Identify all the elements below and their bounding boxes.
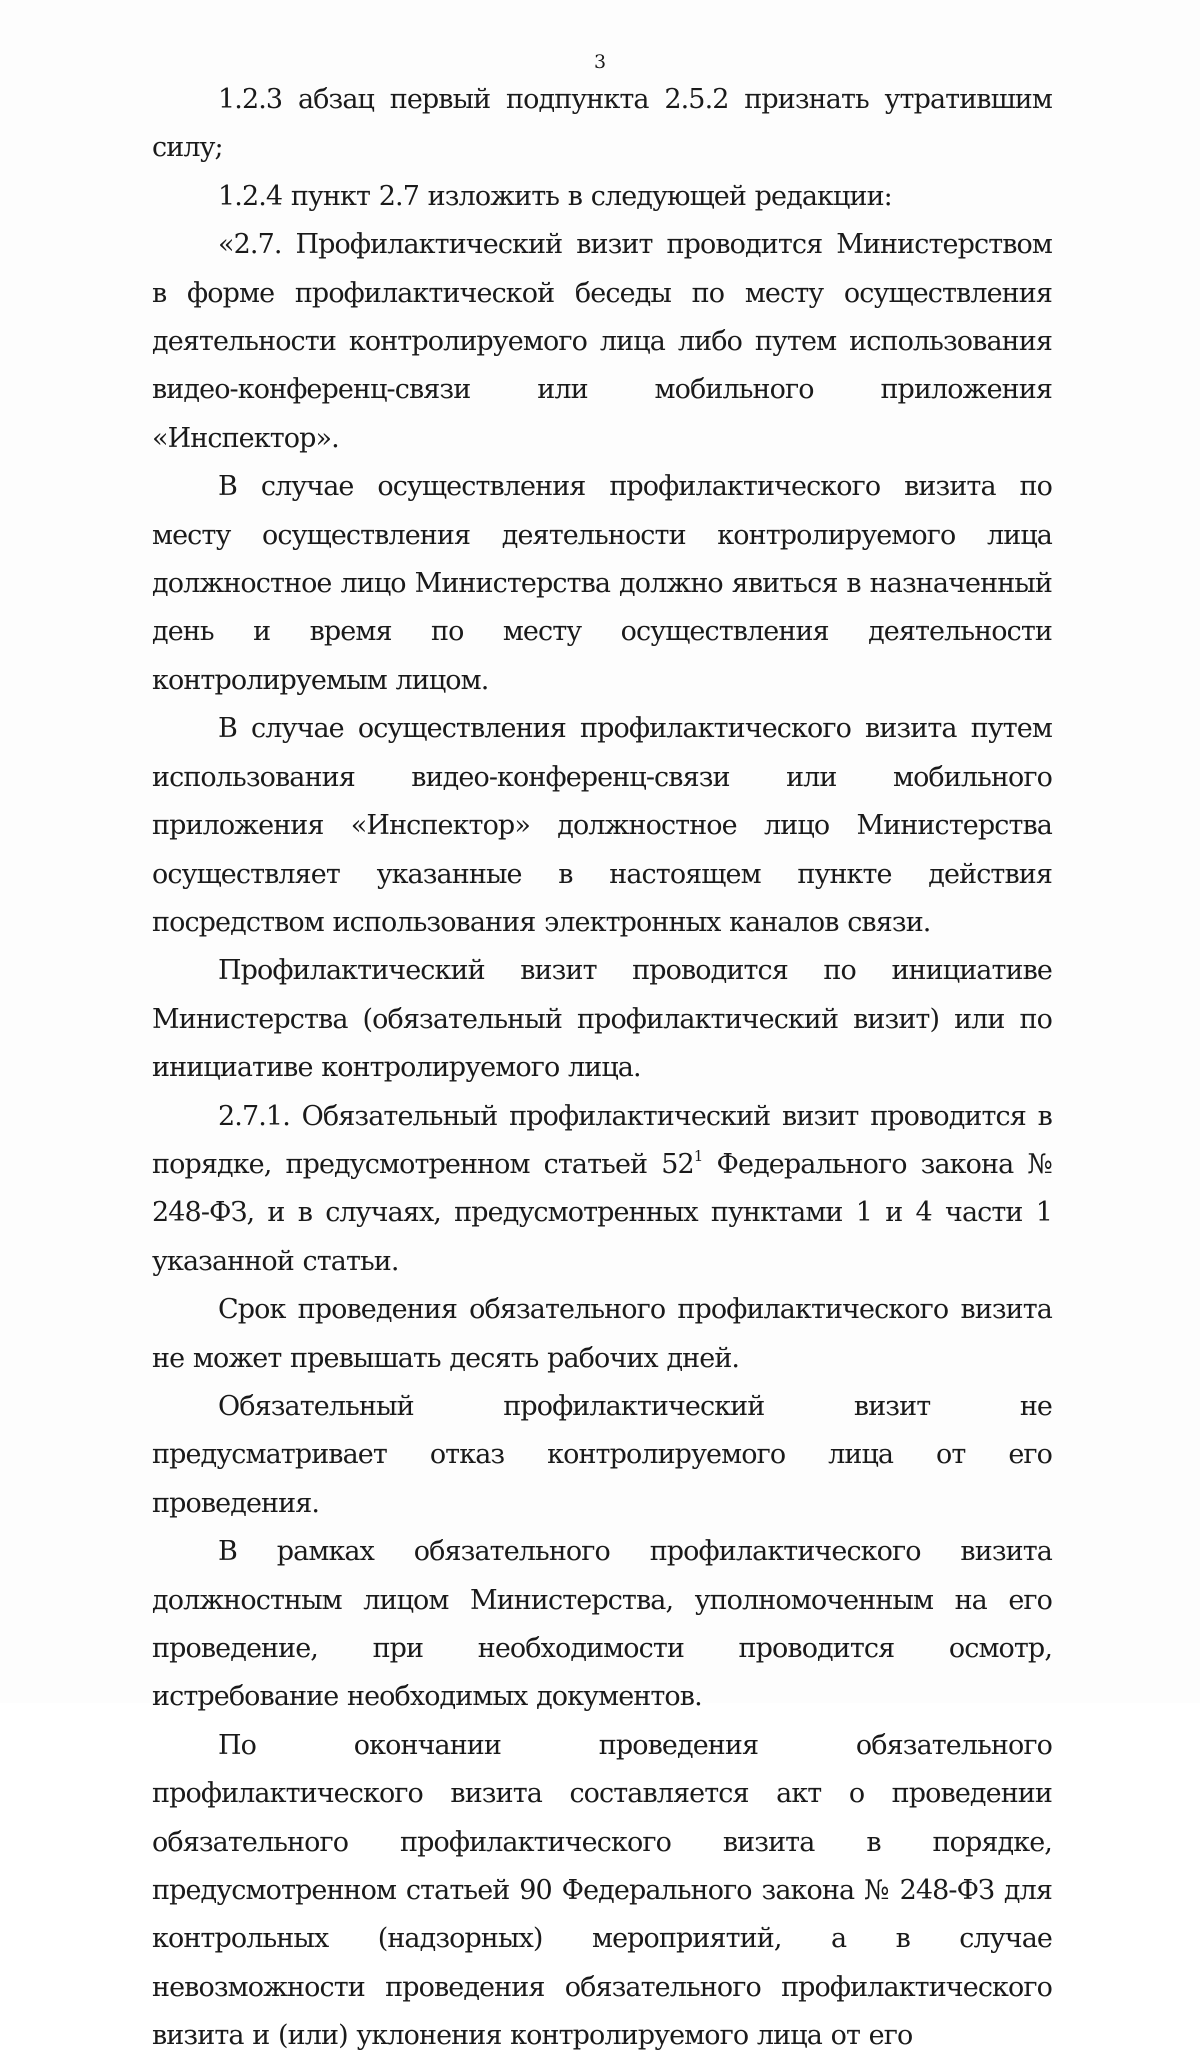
document-body [152,76,1052,2061]
paragraph-no-refusal: Обязательный профилактический визит не предусматривает отказ контролируемого лица от его проведения. [152,1390,1052,1519]
page-number: 3 [593,51,607,73]
paragraph-inspection-scope: В рамках обязательного профилактического визита должностным лицом Министерства, уполномоченным на его проведение, при необходимости проводится осмотр, истребование необходимых документов. [152,1536,1052,1713]
paragraph-visit-duration: Срок проведения обязательного профилактического визита не может превышать десять рабочих дней. [152,1294,1052,1374]
paragraph-remote-visit: В случае осуществления профилактического визита путем использования видео-конференц-связи или мобильного приложения «Инспектор» должностное лицо Министерства осуществляет указанные в настоящем пункте действия посредством использования электронных каналов связи. [152,713,1052,938]
paragraph-2-7-1-text-start: 2.7.1. Обязательный профилактический визит проводится в порядке, предусмотренном статьей 52 [152,1100,1052,1180]
paragraph-2-7-1-text-end: Федерального закона № 248-ФЗ, и в случаях, предусмотренных пунктами 1 и 4 части 1 указанной статьи. [152,1148,1052,1277]
paragraph-visit-act: По окончании проведения обязательного профилактического визита составляется акт о проведении обязательного профилактического визита в порядке, предусмотренном статьей 90 Федерального закона № 248-ФЗ для контрольных (надзорных) мероприятий, а в случае невозможности проведения обязательного профилактического визита и (или) уклонения контролируемого лица от его [152,1729,1052,2052]
paragraph-1-2-3: 1.2.3 абзац первый подпункта 2.5.2 признать утратившим силу; [152,84,1052,164]
paragraph-1-2-4: 1.2.4 пункт 2.7 изложить в следующей редакции: [218,180,892,212]
paragraph-on-site-visit: В случае осуществления профилактического визита по месту осуществления деятельности контролируемого лица должностное лицо Министерства должно явиться в назначенный день и время по месту осуществления деятельности контролируемым лицом. [152,471,1052,696]
paragraph-2-7-1 [152,1093,1052,1287]
paragraph-2-7: «2.7. Профилактический визит проводится Министерством в форме профилактической беседы по месту осуществления деятельности контролируемого лица либо путем использования видео-конференц-связи или мобильного приложения «Инспектор». [152,229,1052,454]
article-superscript: 1 [693,1146,703,1165]
paragraph-visit-initiative: Профилактический визит проводится по инициативе Министерства (обязательный профилактический визит) или по инициативе контролируемого лица. [152,955,1052,1084]
